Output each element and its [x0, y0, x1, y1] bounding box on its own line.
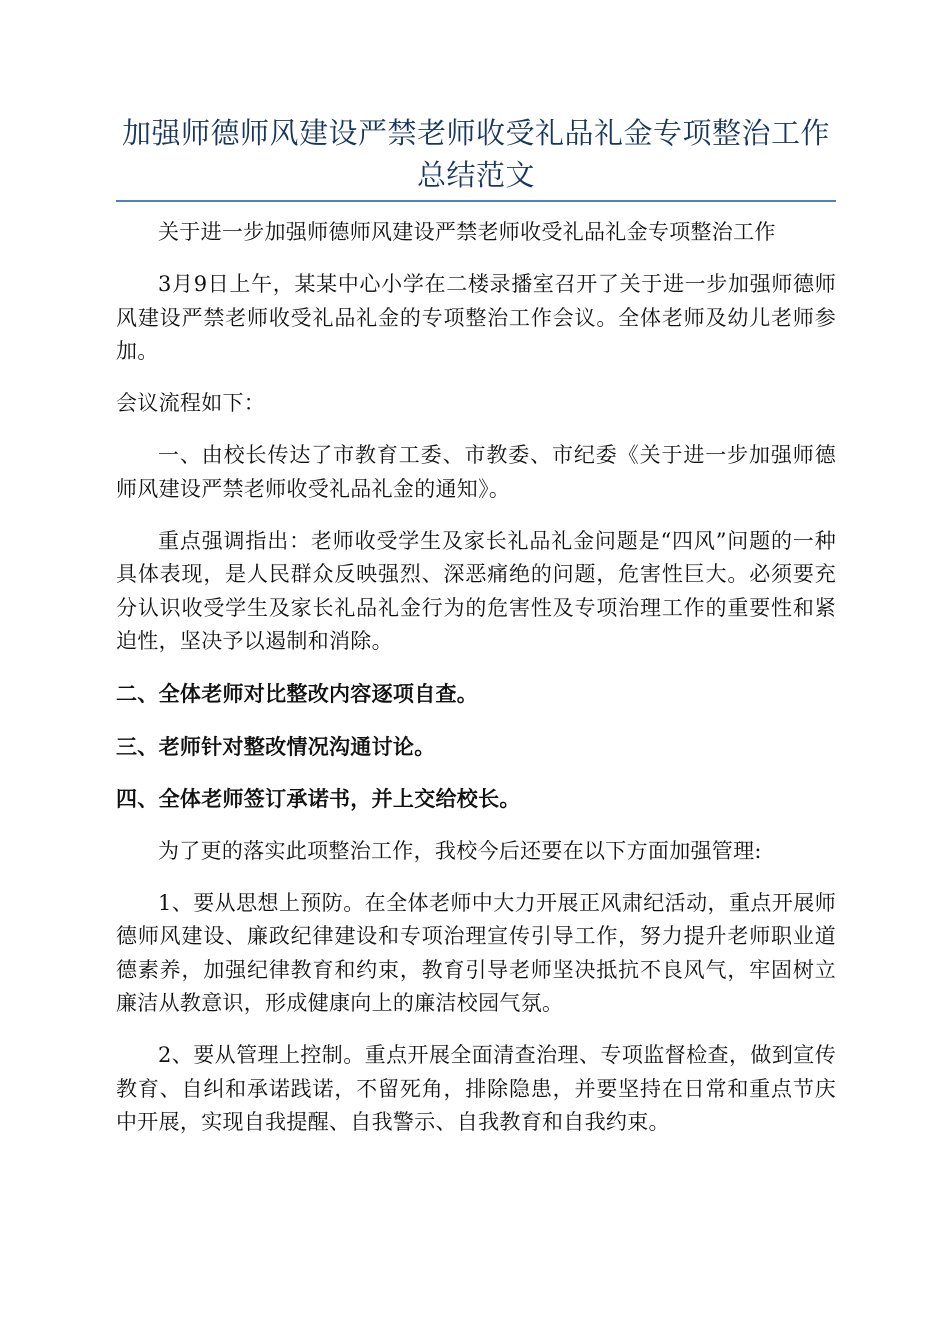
document-page: [116, 112, 836, 1140]
paragraph-item-two: 二、全体老师对比整改内容逐项自查。: [116, 681, 479, 706]
paragraph-subject: 关于进一步加强师德师风建设严禁老师收受礼品礼金专项整治工作: [158, 220, 776, 244]
paragraph-meeting-intro: 3月9日上午，某某中心小学在二楼录播室召开了关于进一步加强师德师风建设严禁老师收受礼品礼金的专项整治工作会议。全体老师及幼儿老师参加。: [116, 272, 836, 363]
paragraph-management-intro: 为了更的落实此项整治工作，我校今后还要在以下方面加强管理:: [158, 838, 762, 863]
paragraph-agenda-heading: 会议流程如下：: [116, 391, 266, 415]
paragraph-emphasis: 重点强调指出：老师收受学生及家长礼品礼金问题是“四风”问题的一种具体表现，是人民群众反映强烈、深恶痛绝的问题，危害性巨大。必须要充分认识收受学生及家长礼品礼金行为的危害性及专项治理工作的重要性和紧迫性，坚决予以遏制和消除。: [116, 528, 836, 653]
paragraph-point-one: 1、要从思想上预防。在全体老师中大力开展正风肃纪活动，重点开展师德师风建设、廉政纪律建设和专项治理宣传引导工作，努力提升老师职业道德素养，加强纪律教育和约束，教育引导老师坚决抵抗不良风气，牢固树立廉洁从教意识，形成健康向上的廉洁校园气氛。: [116, 890, 836, 1015]
paragraph-item-one: 一、由校长传达了市教育工委、市教委、市纪委《关于进一步加强师德师风建设严禁老师收受礼品礼金的通知》。: [116, 443, 836, 501]
paragraph-item-three: 三、老师针对整改情况沟通讨论。: [116, 733, 436, 759]
title-line-2: 总结范文: [416, 158, 535, 192]
title-line-1: 加强师德师风建设严禁老师收受礼品礼金专项整治工作: [121, 116, 830, 150]
paragraph-item-four: 四、全体老师签订承诺书，并上交给校长。: [116, 786, 521, 811]
document-title: [116, 112, 836, 196]
title-underline: [116, 200, 836, 202]
paragraph-point-two: 2、要从管理上控制。重点开展全面清查治理、专项监督检查，做到宣传教育、自纠和承诺践诺，不留死角，排除隐患，并要坚持在日常和重点节庆中开展，实现自我提醒、自我警示、自我教育和自我约束。: [116, 1043, 836, 1134]
